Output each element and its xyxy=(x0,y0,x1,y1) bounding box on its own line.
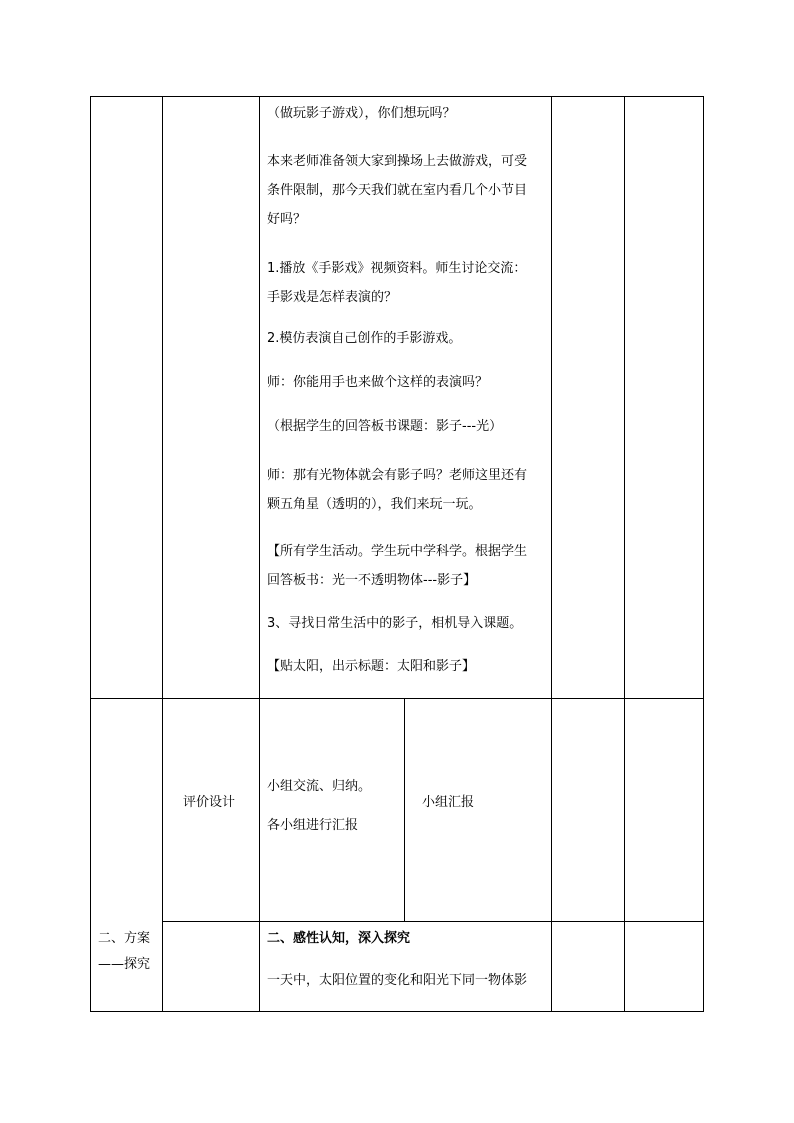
text-line: （根据学生的回答板书课题：影子---光） xyxy=(267,419,503,434)
paragraph-5 xyxy=(267,373,488,393)
section-label xyxy=(98,926,150,978)
paragraph-6 xyxy=(267,417,502,437)
paragraph-4 xyxy=(267,329,461,349)
text-line: 1.播放《手影戏》视频资料。师生讨论交流： xyxy=(267,261,527,276)
text-line: 2.模仿表演自己创作的手影游戏。 xyxy=(267,331,462,346)
section-heading: 二、感性认知，深入探究 xyxy=(267,931,411,946)
text-line: 条件限制，那今天我们就在室内看几个小节目 xyxy=(267,183,528,198)
text-line: 【所有学生活动。学生玩中学科学。根据学生 xyxy=(267,544,528,559)
text-line: 颗五角星（透明的），我们来玩一玩。 xyxy=(267,497,482,512)
text-line: 各小组进行汇报 xyxy=(267,818,359,833)
text-line: 回答板书：光一不透明物体---影子】 xyxy=(267,573,477,588)
section-text: 一天中，太阳位置的变化和阳光下同一物体影 xyxy=(267,973,528,988)
text-line: 师：你能用手也来做个这样的表演吗？ xyxy=(267,375,489,390)
paragraph-3 xyxy=(267,254,526,312)
evaluation-design-label: 评价设计 xyxy=(183,795,236,810)
paragraph-9 xyxy=(267,614,522,634)
row2-activity-cell xyxy=(267,767,371,845)
text-line: 手影戏是怎样表演的？ xyxy=(267,290,398,305)
text-line: 【贴太阳，出示标题：太阳和影子】 xyxy=(267,659,476,674)
text-line: ——探究 xyxy=(98,957,151,972)
text-line: 师：那有光物体就会有影子吗？老师这里还有 xyxy=(267,468,528,483)
group-report-cell: 小组汇报 xyxy=(422,795,475,810)
text-line: 3、寻找日常生活中的影子，相机导入课题。 xyxy=(267,616,523,631)
text-line: 二、方案 xyxy=(98,931,151,946)
paragraph-1 xyxy=(267,104,456,124)
text-line: 好吗？ xyxy=(267,212,307,227)
text-line: （做玩影子游戏），你们想玩吗？ xyxy=(267,106,456,121)
paragraph-8 xyxy=(267,537,527,595)
text-line: 小组交流、归纳。 xyxy=(267,779,372,794)
paragraph-10 xyxy=(267,657,475,677)
text-line: 本来老师准备领大家到操场上去做游戏，可受 xyxy=(267,154,528,169)
paragraph-7 xyxy=(267,461,527,519)
paragraph-2 xyxy=(267,147,527,234)
